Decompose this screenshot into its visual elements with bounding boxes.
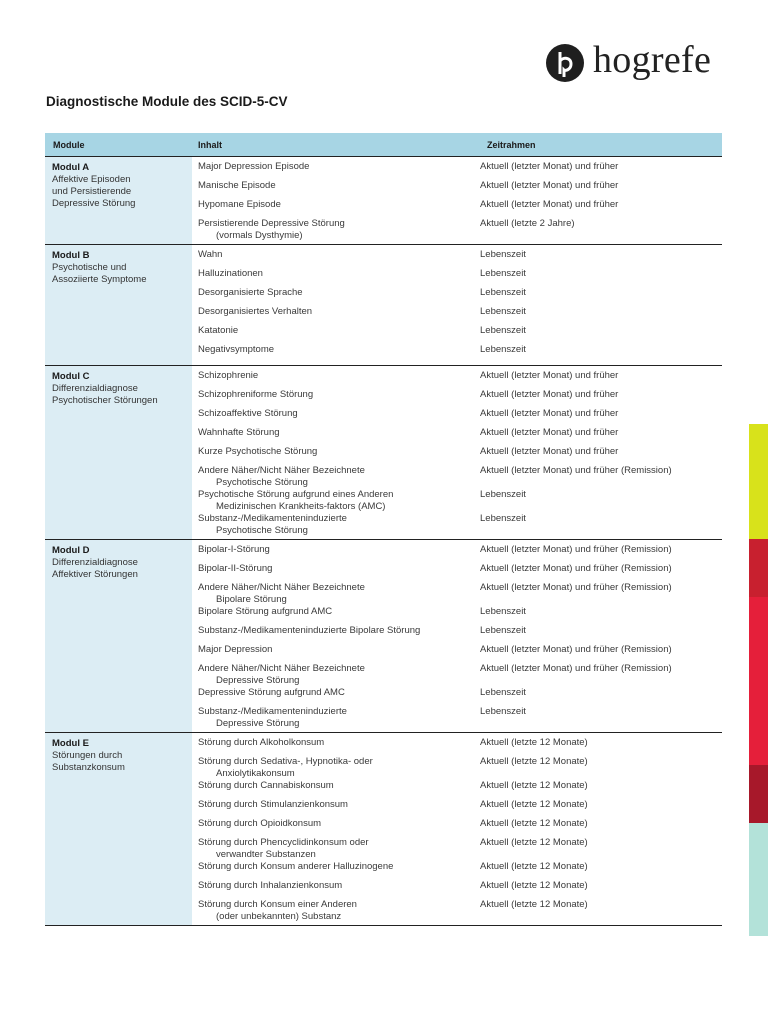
module-description: Psychotische und Assoziierte Symptome: [52, 262, 147, 285]
content-cell: [192, 756, 480, 780]
content-cell: [192, 325, 480, 344]
content-text: Psychotische Störung aufgrund eines Anderen: [198, 489, 394, 500]
module-rows: [192, 366, 722, 539]
content-text: Bipolar-II-Störung: [198, 563, 273, 574]
content-cell: [192, 427, 480, 446]
content-cell: [192, 818, 480, 837]
table-row: [192, 268, 722, 287]
brand-name: hogrefe: [593, 39, 712, 81]
table-row: [192, 544, 722, 563]
timeframe-cell: Aktuell (letzte 2 Jahre): [480, 218, 575, 229]
table-row: [192, 344, 722, 363]
table-row: [192, 880, 722, 899]
content-cell: [192, 880, 480, 899]
table-body: [45, 157, 722, 926]
side-color-tab: [749, 823, 768, 936]
module-code: Modul D: [52, 545, 90, 556]
table-row: [192, 287, 722, 306]
content-text: Substanz-/Medikamenteninduzierte: [198, 513, 347, 524]
content-text-continuation: Depressive Störung: [216, 718, 300, 729]
page-title: Diagnostische Module des SCID-5-CV: [46, 94, 288, 109]
content-cell: [192, 663, 480, 687]
content-text: Desorganisiertes Verhalten: [198, 306, 313, 317]
content-cell: [192, 644, 480, 663]
timeframe-cell: Aktuell (letzter Monat) und früher: [480, 408, 619, 419]
module-block: [45, 157, 722, 245]
content-text: Andere Näher/Nicht Näher Bezeichnete: [198, 465, 365, 476]
module-description: Störungen durch Substanzkonsum: [52, 750, 125, 773]
column-header-module: Module: [53, 140, 85, 150]
content-text: Störung durch Inhalanzienkonsum: [198, 880, 343, 891]
content-text: Desorganisierte Sprache: [198, 287, 303, 298]
timeframe-cell: Aktuell (letzter Monat) und früher (Remission): [480, 563, 672, 574]
content-cell: [192, 287, 480, 306]
module-cell: [45, 733, 192, 925]
content-text-continuation: (oder unbekannten) Substanz: [216, 911, 342, 922]
table-row: [192, 489, 722, 513]
module-block: [45, 366, 722, 540]
module-cell: [45, 366, 192, 539]
side-color-tab: [749, 539, 768, 597]
content-cell: [192, 780, 480, 799]
timeframe-cell: Aktuell (letzter Monat) und früher (Remission): [480, 544, 672, 555]
timeframe-cell: Aktuell (letzter Monat) und früher (Remission): [480, 644, 672, 655]
table-row: [192, 799, 722, 818]
timeframe-cell: Aktuell (letzter Monat) und früher: [480, 161, 619, 172]
content-text: Schizoaffektive Störung: [198, 408, 298, 419]
content-cell: [192, 180, 480, 199]
table-row: [192, 513, 722, 537]
content-text: Störung durch Cannabiskonsum: [198, 780, 334, 791]
content-text-continuation: Bipolare Störung: [216, 594, 287, 605]
content-cell: [192, 582, 480, 606]
timeframe-cell: Aktuell (letzte 12 Monate): [480, 880, 588, 891]
timeframe-cell: Lebenszeit: [480, 306, 526, 317]
content-text-continuation: Depressive Störung: [216, 675, 300, 686]
content-cell: [192, 706, 480, 730]
content-cell: [192, 389, 480, 408]
content-text: Schizophreniforme Störung: [198, 389, 314, 400]
table-row: [192, 582, 722, 606]
timeframe-cell: Aktuell (letzter Monat) und früher (Remission): [480, 582, 672, 593]
timeframe-cell: Lebenszeit: [480, 287, 526, 298]
module-block: [45, 733, 722, 926]
table-row: [192, 161, 722, 180]
content-text: Bipolar-I-Störung: [198, 544, 270, 555]
timeframe-cell: Aktuell (letzter Monat) und früher: [480, 180, 619, 191]
content-cell: [192, 625, 480, 644]
module-code: Modul C: [52, 371, 90, 382]
content-cell: [192, 861, 480, 880]
content-text-continuation: Medizinischen Krankheits-faktors (AMC): [216, 501, 386, 512]
table-row: [192, 465, 722, 489]
table-row: [192, 756, 722, 780]
table-row: [192, 663, 722, 687]
timeframe-cell: Lebenszeit: [480, 606, 526, 617]
table-row: [192, 899, 722, 923]
side-color-tab: [749, 765, 768, 823]
content-cell: [192, 837, 480, 861]
content-text: Substanz-/Medikamenteninduzierte: [198, 706, 347, 717]
table-row: [192, 218, 722, 242]
table-row: [192, 644, 722, 663]
content-cell: [192, 687, 480, 706]
content-text: Major Depression: [198, 644, 273, 655]
table-row: [192, 861, 722, 880]
content-text: Depressive Störung aufgrund AMC: [198, 687, 345, 698]
table-row: [192, 563, 722, 582]
content-cell: [192, 370, 480, 389]
module-rows: [192, 733, 722, 925]
table-row: [192, 180, 722, 199]
timeframe-cell: Aktuell (letzte 12 Monate): [480, 799, 588, 810]
module-code: Modul B: [52, 250, 90, 261]
table-row: [192, 370, 722, 389]
content-text: Schizophrenie: [198, 370, 259, 381]
table-row: [192, 625, 722, 644]
content-cell: [192, 446, 480, 465]
table-row: [192, 408, 722, 427]
table-row: [192, 837, 722, 861]
column-header-timeframe: Zeitrahmen: [487, 140, 536, 150]
content-text: Störung durch Opioidkonsum: [198, 818, 322, 829]
timeframe-cell: Aktuell (letzter Monat) und früher (Remission): [480, 465, 672, 476]
timeframe-cell: Lebenszeit: [480, 344, 526, 355]
side-color-tab: [749, 597, 768, 765]
content-text-continuation: verwandter Substanzen: [216, 849, 316, 860]
timeframe-cell: Lebenszeit: [480, 249, 526, 260]
content-text: Störung durch Konsum anderer Halluzinogene: [198, 861, 394, 872]
table-row: [192, 706, 722, 730]
timeframe-cell: Aktuell (letzter Monat) und früher: [480, 427, 619, 438]
content-text: Andere Näher/Nicht Näher Bezeichnete: [198, 582, 365, 593]
table-row: [192, 249, 722, 268]
module-rows: [192, 157, 722, 244]
content-text: Störung durch Phencyclidinkonsum oder: [198, 837, 369, 848]
content-text-continuation: Psychotische Störung: [216, 525, 308, 536]
content-cell: [192, 544, 480, 563]
content-text: Substanz-/Medikamenteninduzierte Bipolare Störung: [198, 625, 421, 636]
content-cell: [192, 268, 480, 287]
timeframe-cell: Aktuell (letzter Monat) und früher: [480, 199, 619, 210]
timeframe-cell: Aktuell (letzte 12 Monate): [480, 756, 588, 767]
timeframe-cell: Lebenszeit: [480, 268, 526, 279]
module-code: Modul E: [52, 738, 89, 749]
content-text: Kurze Psychotische Störung: [198, 446, 318, 457]
module-block: [45, 540, 722, 733]
content-cell: [192, 465, 480, 489]
table-row: [192, 737, 722, 756]
content-cell: [192, 408, 480, 427]
module-code: Modul A: [52, 162, 90, 173]
side-color-tab: [749, 424, 768, 539]
hogrefe-logo-icon: [545, 43, 585, 83]
timeframe-cell: Aktuell (letzte 12 Monate): [480, 818, 588, 829]
content-cell: [192, 249, 480, 268]
content-text: Andere Näher/Nicht Näher Bezeichnete: [198, 663, 365, 674]
content-text: Bipolare Störung aufgrund AMC: [198, 606, 333, 617]
content-text: Hypomane Episode: [198, 199, 281, 210]
timeframe-cell: Lebenszeit: [480, 706, 526, 717]
timeframe-cell: Aktuell (letzter Monat) und früher: [480, 446, 619, 457]
module-cell: [45, 157, 192, 244]
table-row: [192, 199, 722, 218]
timeframe-cell: Aktuell (letzte 12 Monate): [480, 737, 588, 748]
table-row: [192, 427, 722, 446]
timeframe-cell: Lebenszeit: [480, 489, 526, 500]
content-text: Persistierende Depressive Störung: [198, 218, 345, 229]
module-block: [45, 245, 722, 366]
content-text-continuation: Psychotische Störung: [216, 477, 308, 488]
module-rows: [192, 245, 722, 365]
module-description: Differenzialdiagnose Psychotischer Störungen: [52, 383, 158, 406]
timeframe-cell: Aktuell (letzte 12 Monate): [480, 837, 588, 848]
content-cell: [192, 799, 480, 818]
table-row: [192, 446, 722, 465]
content-cell: [192, 563, 480, 582]
table-row: [192, 389, 722, 408]
table-row: [192, 325, 722, 344]
timeframe-cell: Lebenszeit: [480, 625, 526, 636]
table-row: [192, 818, 722, 837]
module-description: Affektive Episoden und Persistierende Depressive Störung: [52, 174, 136, 209]
content-cell: [192, 161, 480, 180]
content-text: Halluzinationen: [198, 268, 263, 279]
content-text: Störung durch Stimulanzienkonsum: [198, 799, 348, 810]
content-text: Wahnhafte Störung: [198, 427, 280, 438]
content-text-continuation: (vormals Dysthymie): [216, 230, 303, 241]
module-cell: [45, 245, 192, 365]
content-text: Störung durch Sedativa-, Hypnotika- oder: [198, 756, 373, 767]
table-row: [192, 306, 722, 325]
table-row: [192, 780, 722, 799]
content-text-continuation: Anxiolytikakonsum: [216, 768, 295, 779]
timeframe-cell: Aktuell (letzter Monat) und früher: [480, 370, 619, 381]
content-text: Major Depression Episode: [198, 161, 310, 172]
content-cell: [192, 218, 480, 242]
timeframe-cell: Aktuell (letzte 12 Monate): [480, 861, 588, 872]
content-cell: [192, 306, 480, 325]
module-cell: [45, 540, 192, 732]
timeframe-cell: Aktuell (letzter Monat) und früher: [480, 389, 619, 400]
content-cell: [192, 899, 480, 923]
content-text: Wahn: [198, 249, 223, 260]
content-text: Störung durch Konsum einer Anderen: [198, 899, 357, 910]
table-row: [192, 606, 722, 625]
module-rows: [192, 540, 722, 732]
table-row: [192, 687, 722, 706]
content-cell: [192, 513, 480, 537]
timeframe-cell: Aktuell (letzte 12 Monate): [480, 899, 588, 910]
timeframe-cell: Aktuell (letzte 12 Monate): [480, 780, 588, 791]
timeframe-cell: Lebenszeit: [480, 325, 526, 336]
content-text: Manische Episode: [198, 180, 276, 191]
module-description: Differenzialdiagnose Affektiver Störungen: [52, 557, 138, 580]
content-text: Katatonie: [198, 325, 239, 336]
content-text: Störung durch Alkoholkonsum: [198, 737, 325, 748]
brand-logo: [545, 39, 712, 84]
timeframe-cell: Aktuell (letzter Monat) und früher (Remission): [480, 663, 672, 674]
content-cell: [192, 489, 480, 513]
timeframe-cell: Lebenszeit: [480, 687, 526, 698]
content-cell: [192, 199, 480, 218]
content-cell: [192, 344, 480, 363]
modules-table: [45, 133, 722, 926]
column-header-content: Inhalt: [198, 140, 222, 150]
timeframe-cell: Lebenszeit: [480, 513, 526, 524]
content-cell: [192, 737, 480, 756]
content-text: Negativsymptome: [198, 344, 275, 355]
content-cell: [192, 606, 480, 625]
table-header: [45, 133, 722, 157]
